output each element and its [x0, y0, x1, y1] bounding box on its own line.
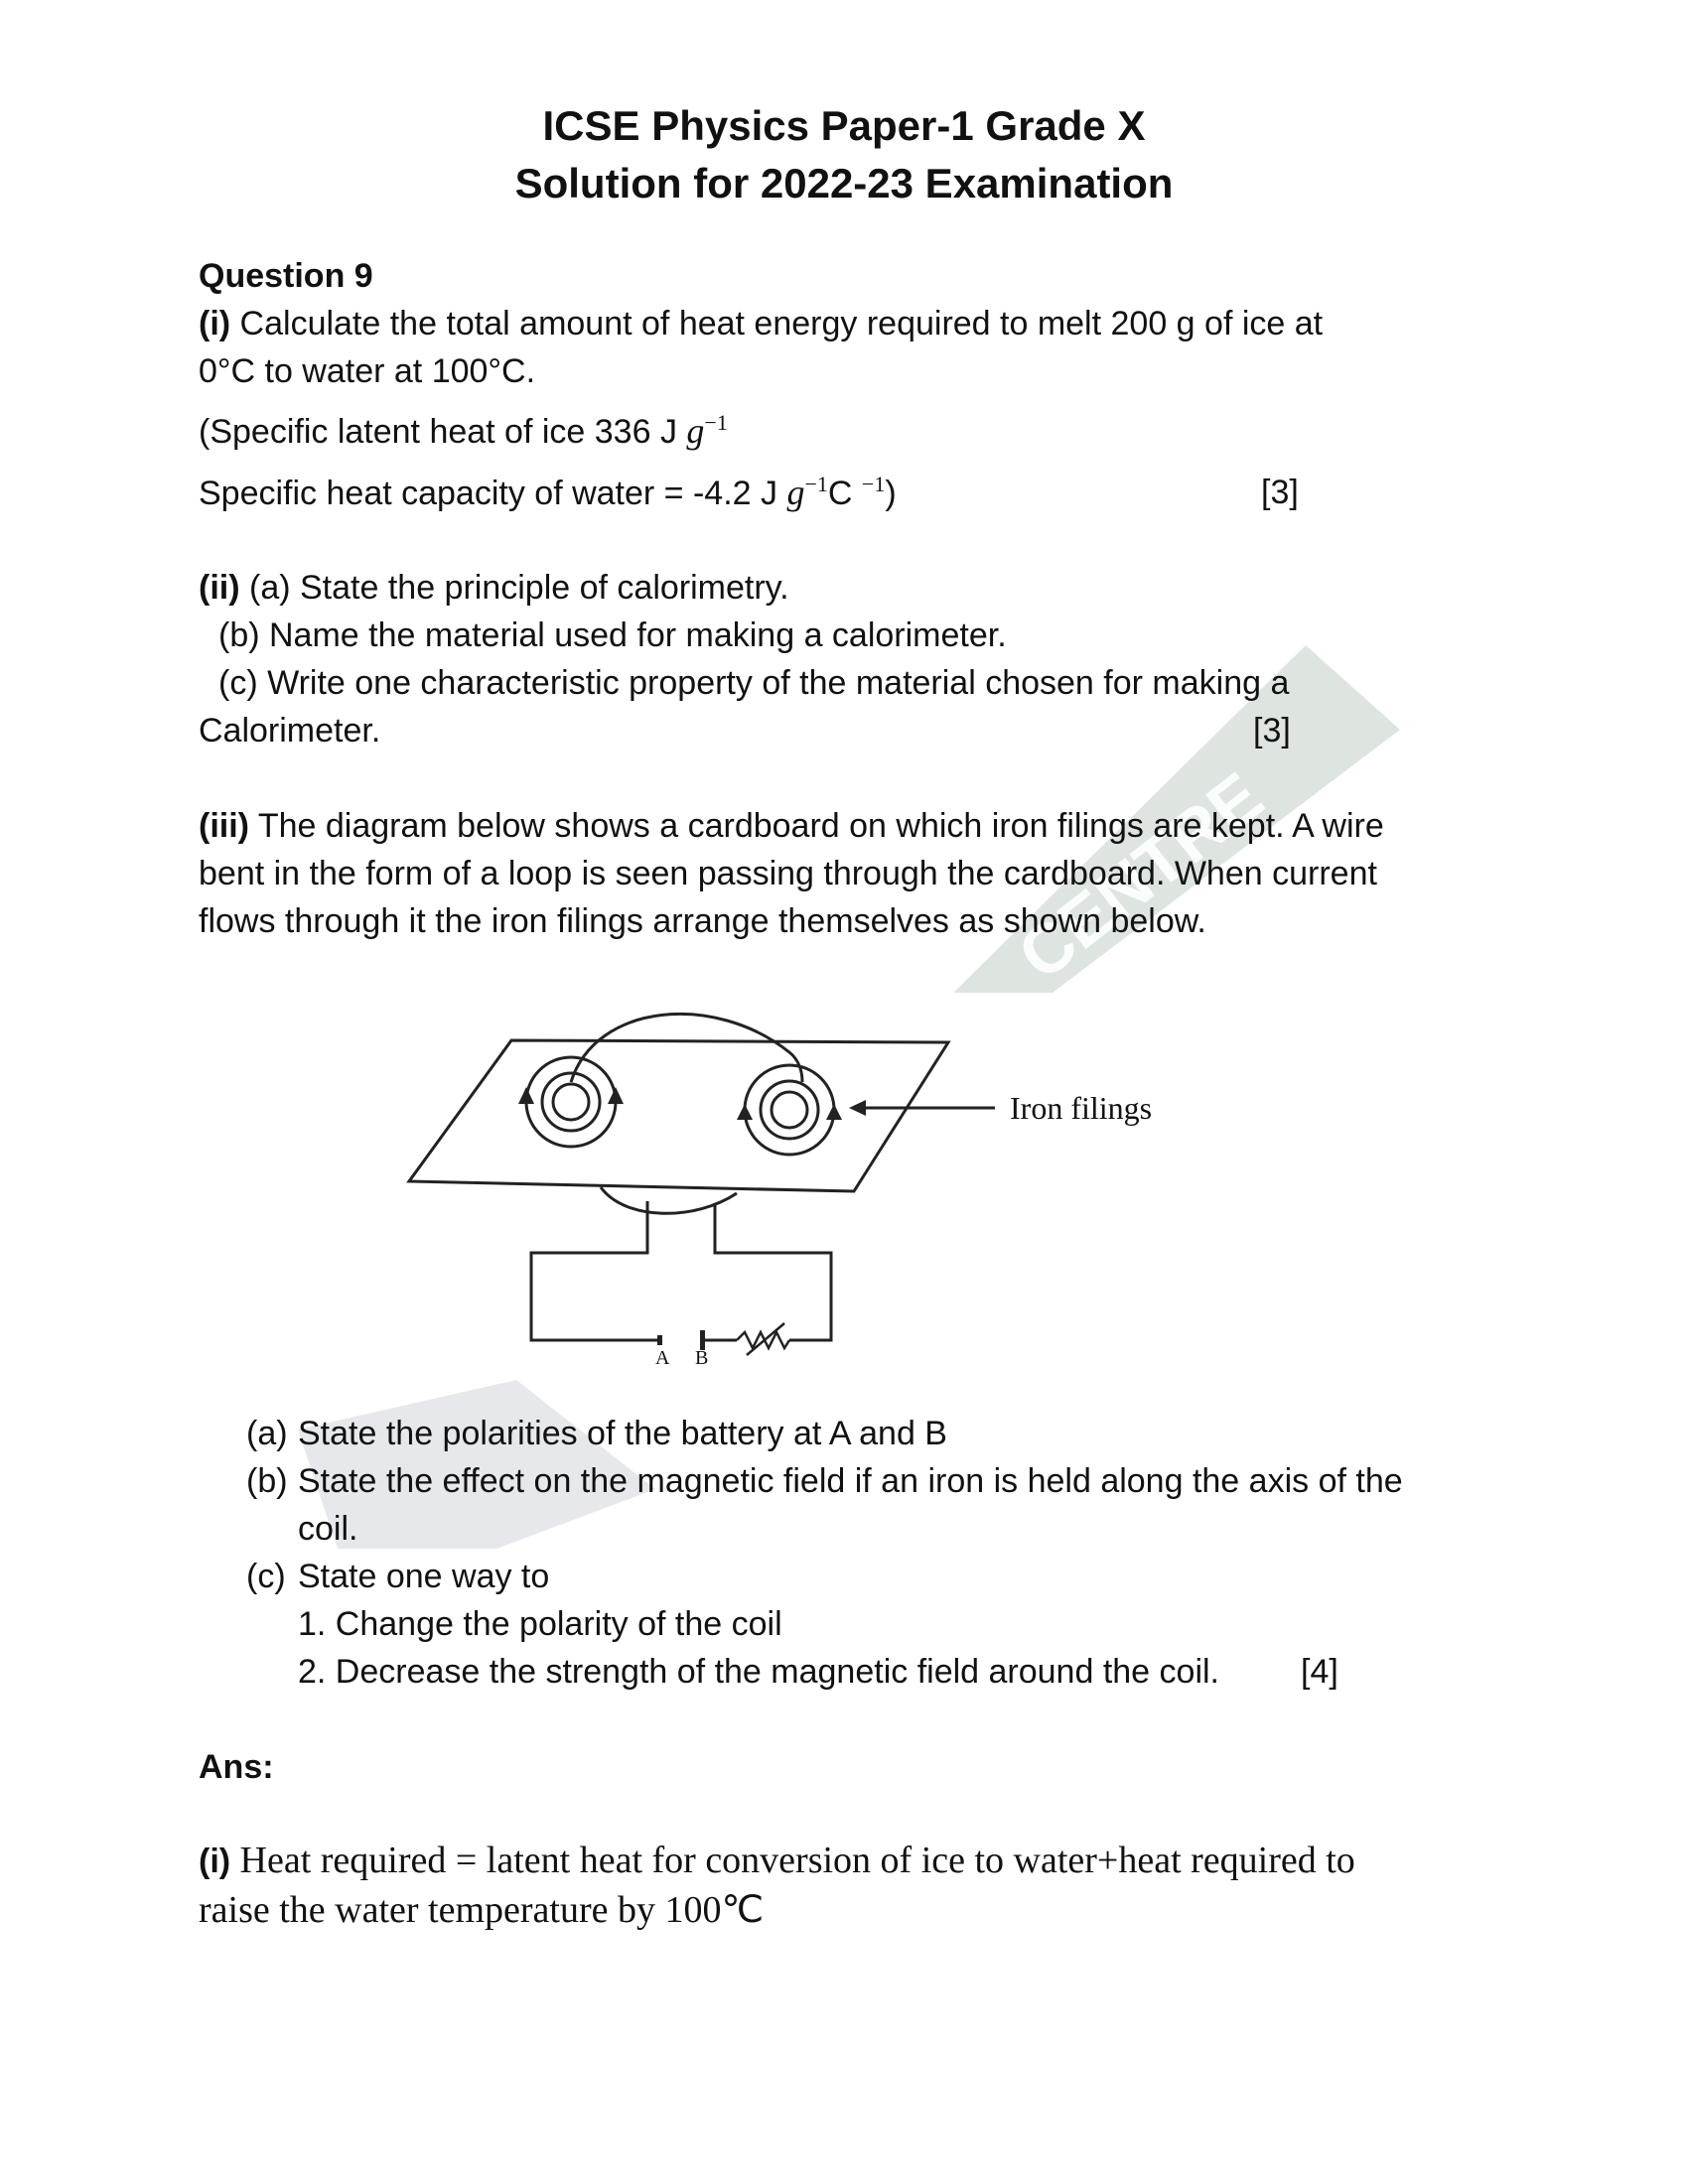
shc-unit-g: g [786, 473, 805, 512]
page-subtitle: Solution for 2022-23 Examination [514, 160, 1174, 206]
question-heading: Question 9 [199, 257, 373, 295]
marks-part-i: [3] [1261, 474, 1299, 511]
arrow-head [849, 1100, 866, 1116]
sub-c-text: State one way to [298, 1558, 550, 1595]
sub-b-text: State the effect on the magnetic field if an iron is held along the axis of the [298, 1462, 1403, 1500]
sub-c-item-1: 1. Change the polarity of the coil [298, 1605, 782, 1643]
part-ii-c-line2: Calorimeter. [199, 712, 381, 750]
part-iii-text-line3: flows through it the iron filings arrange themselves as shown below. [199, 902, 1206, 940]
answer-text-line2: raise the water temperature by 100℃ [199, 1889, 765, 1931]
iron-filings-right [745, 1065, 834, 1155]
shc-exponent-1: −1 [804, 472, 828, 496]
shc-unit-c: C [827, 475, 853, 512]
latent-prefix: (Specific latent heat of ice 336 J [199, 413, 677, 451]
terminal-a-label: A [655, 1347, 670, 1369]
watermark-text: CENTRE [1004, 757, 1278, 995]
part-label: (iii) [199, 807, 249, 845]
marks-part-ii: [3] [1253, 712, 1291, 750]
page-title: ICSE Physics Paper-1 Grade X [542, 102, 1146, 149]
shc-close: ) [885, 475, 897, 512]
part-ii-c: (c) Write one characteristic property of the material chosen for making a [218, 664, 1290, 702]
part-text: Calculate the total amount of heat energy required to melt 200 g of ice at [239, 305, 1324, 342]
sub-c-label: (c) [246, 1558, 286, 1595]
iron-filings-label: Iron filings [1010, 1090, 1153, 1126]
part-iii-text: The diagram below shows a cardboard on which iron filings are kept. A wire [257, 807, 1384, 845]
part-iii-text-line2: bent in the form of a loop is seen passing through the cardboard. When current [199, 855, 1377, 892]
shc-prefix: Specific heat capacity of water = -4.2 J [199, 475, 778, 512]
terminal-b-label: B [695, 1347, 709, 1369]
answer-heading: Ans: [199, 1748, 274, 1786]
circuit-left [531, 1201, 660, 1340]
part-label: (ii) [199, 569, 240, 607]
circuit-right [715, 1203, 831, 1340]
iron-filings-left [526, 1057, 616, 1147]
marks-part-iii: [4] [1301, 1653, 1338, 1691]
part-label: (i) [199, 305, 231, 342]
sub-c-item-2: 2. Decrease the strength of the magnetic field around the coil. [298, 1653, 1219, 1691]
sub-a-text: State the polarities of the battery at A and B [298, 1415, 947, 1452]
answer-text: Heat required = latent heat for conversion of ice to water+heat required to [239, 1840, 1355, 1881]
battery-plate-a [657, 1335, 662, 1345]
sub-b-label: (b) [246, 1462, 288, 1500]
answer-part-i [199, 1837, 1355, 1885]
shc-exponent-2: −1 [861, 472, 886, 496]
part-ii-a: (a) State the principle of calorimetry. [249, 569, 789, 607]
sub-a-label: (a) [246, 1415, 288, 1452]
answer-label: (i) [199, 1843, 231, 1880]
latent-exponent: −1 [704, 410, 728, 435]
latent-unit: g [686, 411, 705, 451]
part-i-text-line2: 0°C to water at 100°C. [199, 352, 536, 390]
cardboard [409, 1040, 948, 1191]
part-ii-b: (b) Name the material used for making a calorimeter. [218, 616, 1007, 654]
sub-b-text-line2: coil. [298, 1510, 358, 1548]
